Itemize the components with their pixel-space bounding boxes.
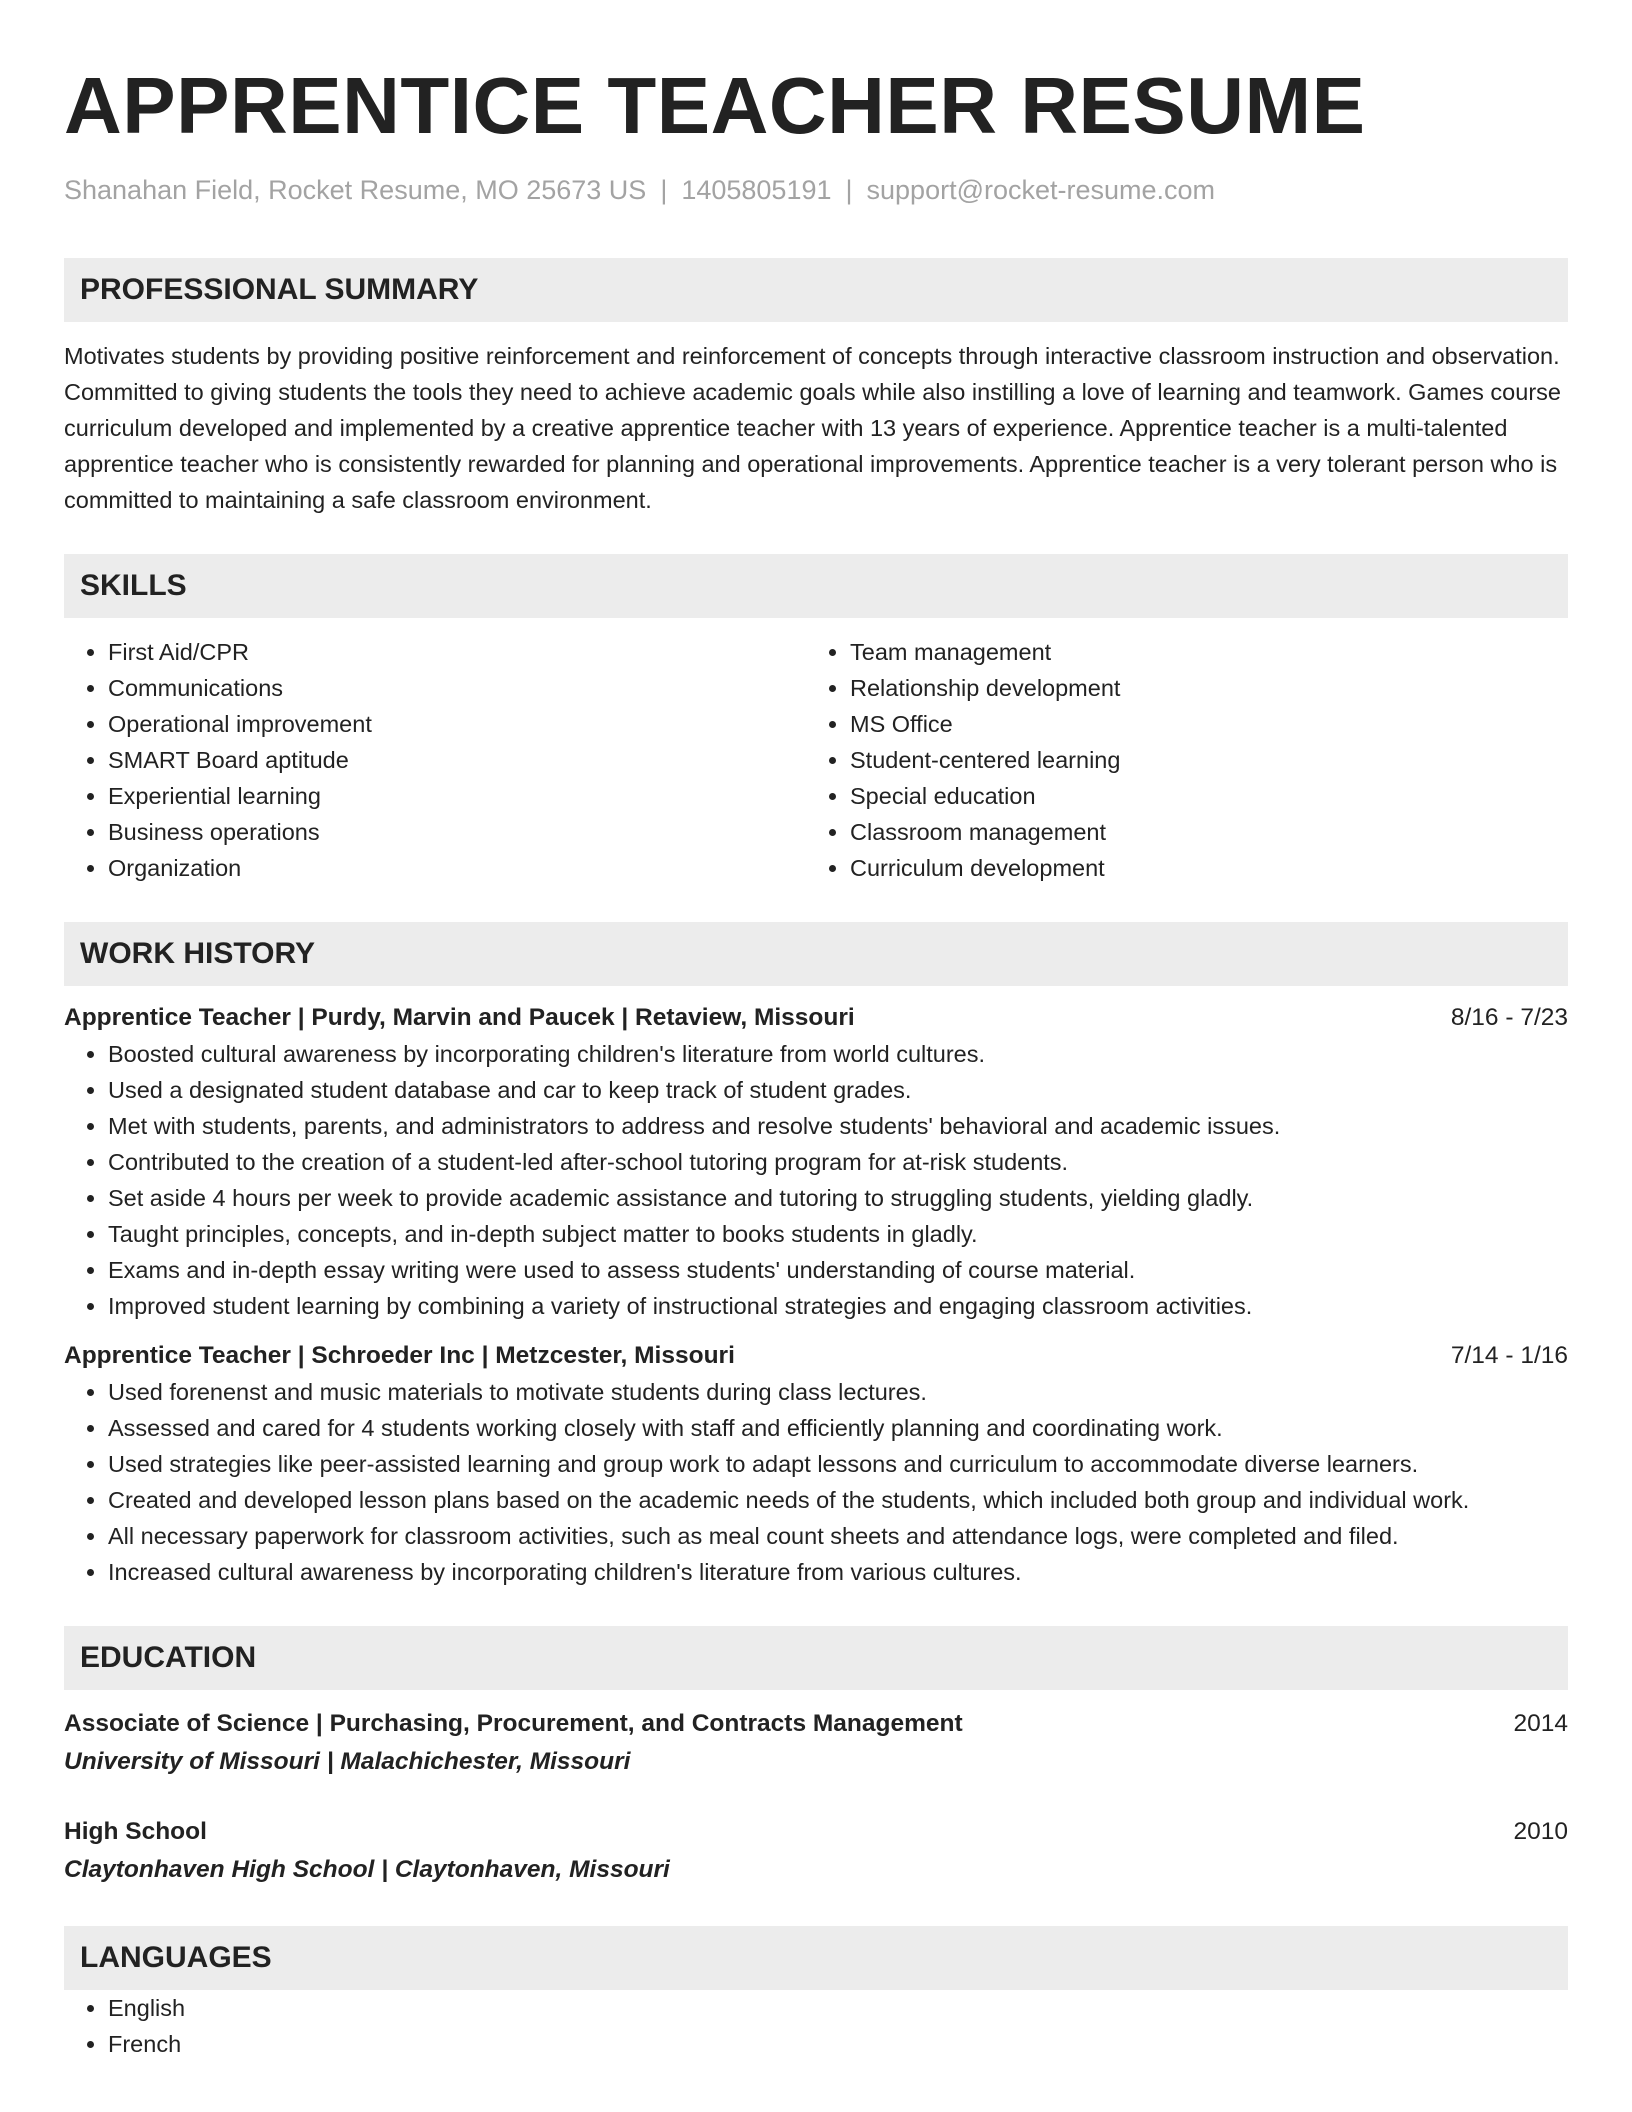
job-duty: • Contributed to the creation of a student-led after-school tutoring program for at-risk students. — [108, 1144, 1568, 1180]
contact-email[interactable]: support@rocket-resume.com — [866, 175, 1216, 205]
job-duties-list — [64, 1374, 1568, 1590]
education-heading: EDUCATION — [64, 1626, 1568, 1690]
job-duties-list — [64, 1036, 1568, 1324]
job-duty: • Created and developed lesson plans based on the academic needs of the students, which included both group and individual work. — [108, 1482, 1568, 1518]
skill-item: • Communications — [108, 670, 806, 706]
skill-item: • Special education — [850, 778, 1120, 814]
language-item: • English — [108, 1990, 1568, 2026]
skill-item: • MS Office — [850, 706, 1120, 742]
languages-list — [64, 1990, 1568, 2062]
skills-list — [64, 634, 1568, 886]
skill-item: • First Aid/CPR — [108, 634, 806, 670]
job-dates: 7/14 - 1/16 — [1450, 1342, 1568, 1369]
education-year: 2010 — [1513, 1818, 1568, 1845]
skill-item: • Business operations — [108, 814, 806, 850]
work-history-heading: WORK HISTORY — [64, 922, 1568, 986]
job-duty: • Boosted cultural awareness by incorporating children's literature from world cultures. — [108, 1036, 1568, 1072]
job-duty: • Used strategies like peer-assisted learning and group work to adapt lessons and curriculum to accommodate diverse learners. — [108, 1446, 1568, 1482]
job-duty: • Improved student learning by combining a variety of instructional strategies and engaging classroom activities. — [108, 1288, 1568, 1324]
languages-heading: LANGUAGES — [64, 1926, 1568, 1990]
job-duty: • All necessary paperwork for classroom activities, such as meal count sheets and attendance logs, were completed and filed. — [108, 1518, 1568, 1554]
job-dates: 8/16 - 7/23 — [1450, 1004, 1568, 1031]
job-duty: • Assessed and cared for 4 students working closely with staff and efficiently planning and coordinating work. — [108, 1410, 1568, 1446]
skill-item: • Organization — [108, 850, 806, 886]
language-item: • French — [108, 2026, 1568, 2062]
job-duty: • Met with students, parents, and administrators to address and resolve students' behavioral and academic issues. — [108, 1108, 1568, 1144]
job-duty: • Used a designated student database and car to keep track of student grades. — [108, 1072, 1568, 1108]
skill-item: • Curriculum development — [850, 850, 1120, 886]
job-duty: • Used forenenst and music materials to motivate students during class lectures. — [108, 1374, 1568, 1410]
education-entry-header — [64, 1706, 1568, 1742]
education-entry-header — [64, 1814, 1568, 1850]
contact-separator: | — [845, 175, 853, 205]
job-duty: • Set aside 4 hours per week to provide academic assistance and tutoring to struggling students, yielding gladly. — [108, 1180, 1568, 1216]
skill-item: • Relationship development — [850, 670, 1120, 706]
contact-address: Shanahan Field, Rocket Resume, MO 25673 US — [64, 175, 647, 205]
skill-item: • SMART Board aptitude — [108, 742, 806, 778]
job-entry-header — [64, 1338, 1568, 1374]
job-entry-header — [64, 1000, 1568, 1036]
skill-item: • Classroom management — [850, 814, 1120, 850]
job-duty: • Taught principles, concepts, and in-depth subject matter to books students in gladly. — [108, 1216, 1568, 1252]
contact-separator: | — [660, 175, 668, 205]
skill-item: • Team management — [850, 634, 1120, 670]
resume-title: APPRENTICE TEACHER RESUME — [64, 61, 1366, 150]
job-title: Apprentice Teacher | Purdy, Marvin and Paucek | Retaview, Missouri — [64, 1004, 855, 1031]
skill-item: • Student-centered learning — [850, 742, 1120, 778]
education-year: 2014 — [1513, 1710, 1568, 1737]
professional-summary-text: Motivates students by providing positive reinforcement and reinforcement of concepts through interactive classroom instruction and observation. Committed to giving students the tools they need to achieve academic goals while also instilling a love of learning and teamwork. Games course curriculum developed and implemented by a creative apprentice teacher with 13 years of experience. Apprentice teacher is a multi-talented apprentice teacher who is consistently rewarded for planning and operational improvements. Apprentice teacher is a very tolerant person who is committed to maintaining a safe classroom environment. — [64, 343, 1561, 513]
education-school: University of Missouri | Malachichester, Missouri — [64, 1748, 631, 1775]
education-degree: High School — [64, 1818, 207, 1845]
job-duty: • Exams and in-depth essay writing were used to assess students' understanding of course material. — [108, 1252, 1568, 1288]
skills-heading: SKILLS — [64, 554, 1568, 618]
skill-item: • Experiential learning — [108, 778, 806, 814]
skills-column-left — [64, 634, 806, 886]
job-title: Apprentice Teacher | Schroeder Inc | Metzcester, Missouri — [64, 1342, 735, 1369]
education-degree: Associate of Science | Purchasing, Procurement, and Contracts Management — [64, 1710, 963, 1737]
job-duty: • Increased cultural awareness by incorporating children's literature from various cultures. — [108, 1554, 1568, 1590]
contact-phone: 1405805191 — [681, 175, 832, 205]
skill-item: • Operational improvement — [108, 706, 806, 742]
skills-column-right — [806, 634, 1120, 886]
contact-line — [64, 172, 1568, 208]
education-school: Claytonhaven High School | Claytonhaven, Missouri — [64, 1856, 670, 1883]
professional-summary-heading: PROFESSIONAL SUMMARY — [64, 258, 1568, 322]
